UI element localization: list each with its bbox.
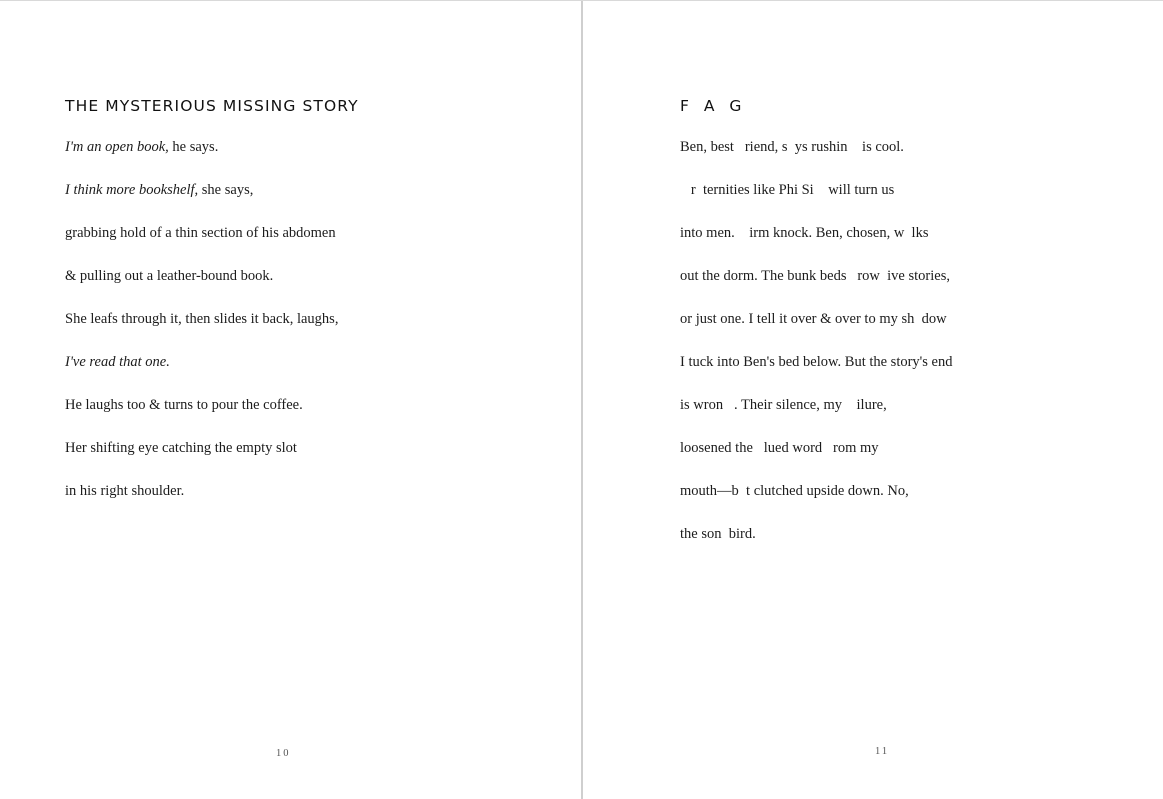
line-text: I tuck into Ben's bed below. But the story's end <box>680 354 953 370</box>
right-page <box>583 1 1163 799</box>
italic-text: I'm an open book, <box>65 139 169 155</box>
poem-line <box>65 437 338 480</box>
line-text: he says. <box>168 139 219 155</box>
poem-line <box>680 179 953 222</box>
poem-line <box>680 351 953 394</box>
italic-text: I've read that one. <box>65 354 170 370</box>
poem-line <box>680 265 953 308</box>
poem-line <box>680 222 953 265</box>
poem-line <box>65 136 338 179</box>
line-text: r ternities like Phi Si will turn us <box>680 182 895 198</box>
line-text: out the dorm. The bunk beds row ive stories, <box>680 268 950 284</box>
poem-line <box>680 480 953 523</box>
line-text: Her shifting eye catching the empty slot <box>65 440 297 456</box>
line-text: loosened the lued word rom my <box>680 440 879 456</box>
poem-title: F A G <box>680 97 747 115</box>
page-number: 11 <box>875 746 890 757</box>
line-text: or just one. I tell it over & over to my sh dow <box>680 311 947 327</box>
poem-line <box>680 437 953 480</box>
poem-line <box>65 480 338 523</box>
poem-line <box>65 308 338 351</box>
poem-body <box>680 136 953 566</box>
line-text: & pulling out a leather-bound book. <box>65 268 274 284</box>
poem-line <box>65 222 338 265</box>
line-text: mouth—b t clutched upside down. No, <box>680 483 909 499</box>
line-text: She leafs through it, then slides it back, laughs, <box>65 311 339 327</box>
line-text: in his right shoulder. <box>65 483 185 499</box>
poem-line <box>65 351 338 394</box>
line-text: she says, <box>198 182 254 198</box>
line-text: is wron . Their silence, my ilure, <box>680 397 887 413</box>
poem-body <box>65 136 338 523</box>
page-number: 10 <box>276 748 291 759</box>
poem-line <box>65 394 338 437</box>
line-text: the son bird. <box>680 526 756 542</box>
poem-line <box>680 308 953 351</box>
left-page <box>0 1 581 799</box>
poem-line <box>680 394 953 437</box>
line-text: into men. irm knock. Ben, chosen, w lks <box>680 225 929 241</box>
poem-line <box>680 523 953 566</box>
poem-line <box>65 265 338 308</box>
poem-line <box>65 179 338 222</box>
italic-text: I think more bookshelf, <box>65 182 199 198</box>
poem-line <box>680 136 953 179</box>
line-text: grabbing hold of a thin section of his abdomen <box>65 225 336 241</box>
line-text: Ben, best riend, s ys rushin is cool. <box>680 139 904 155</box>
line-text: He laughs too & turns to pour the coffee. <box>65 397 303 413</box>
poem-title: THE MYSTERIOUS MISSING STORY <box>65 97 359 115</box>
